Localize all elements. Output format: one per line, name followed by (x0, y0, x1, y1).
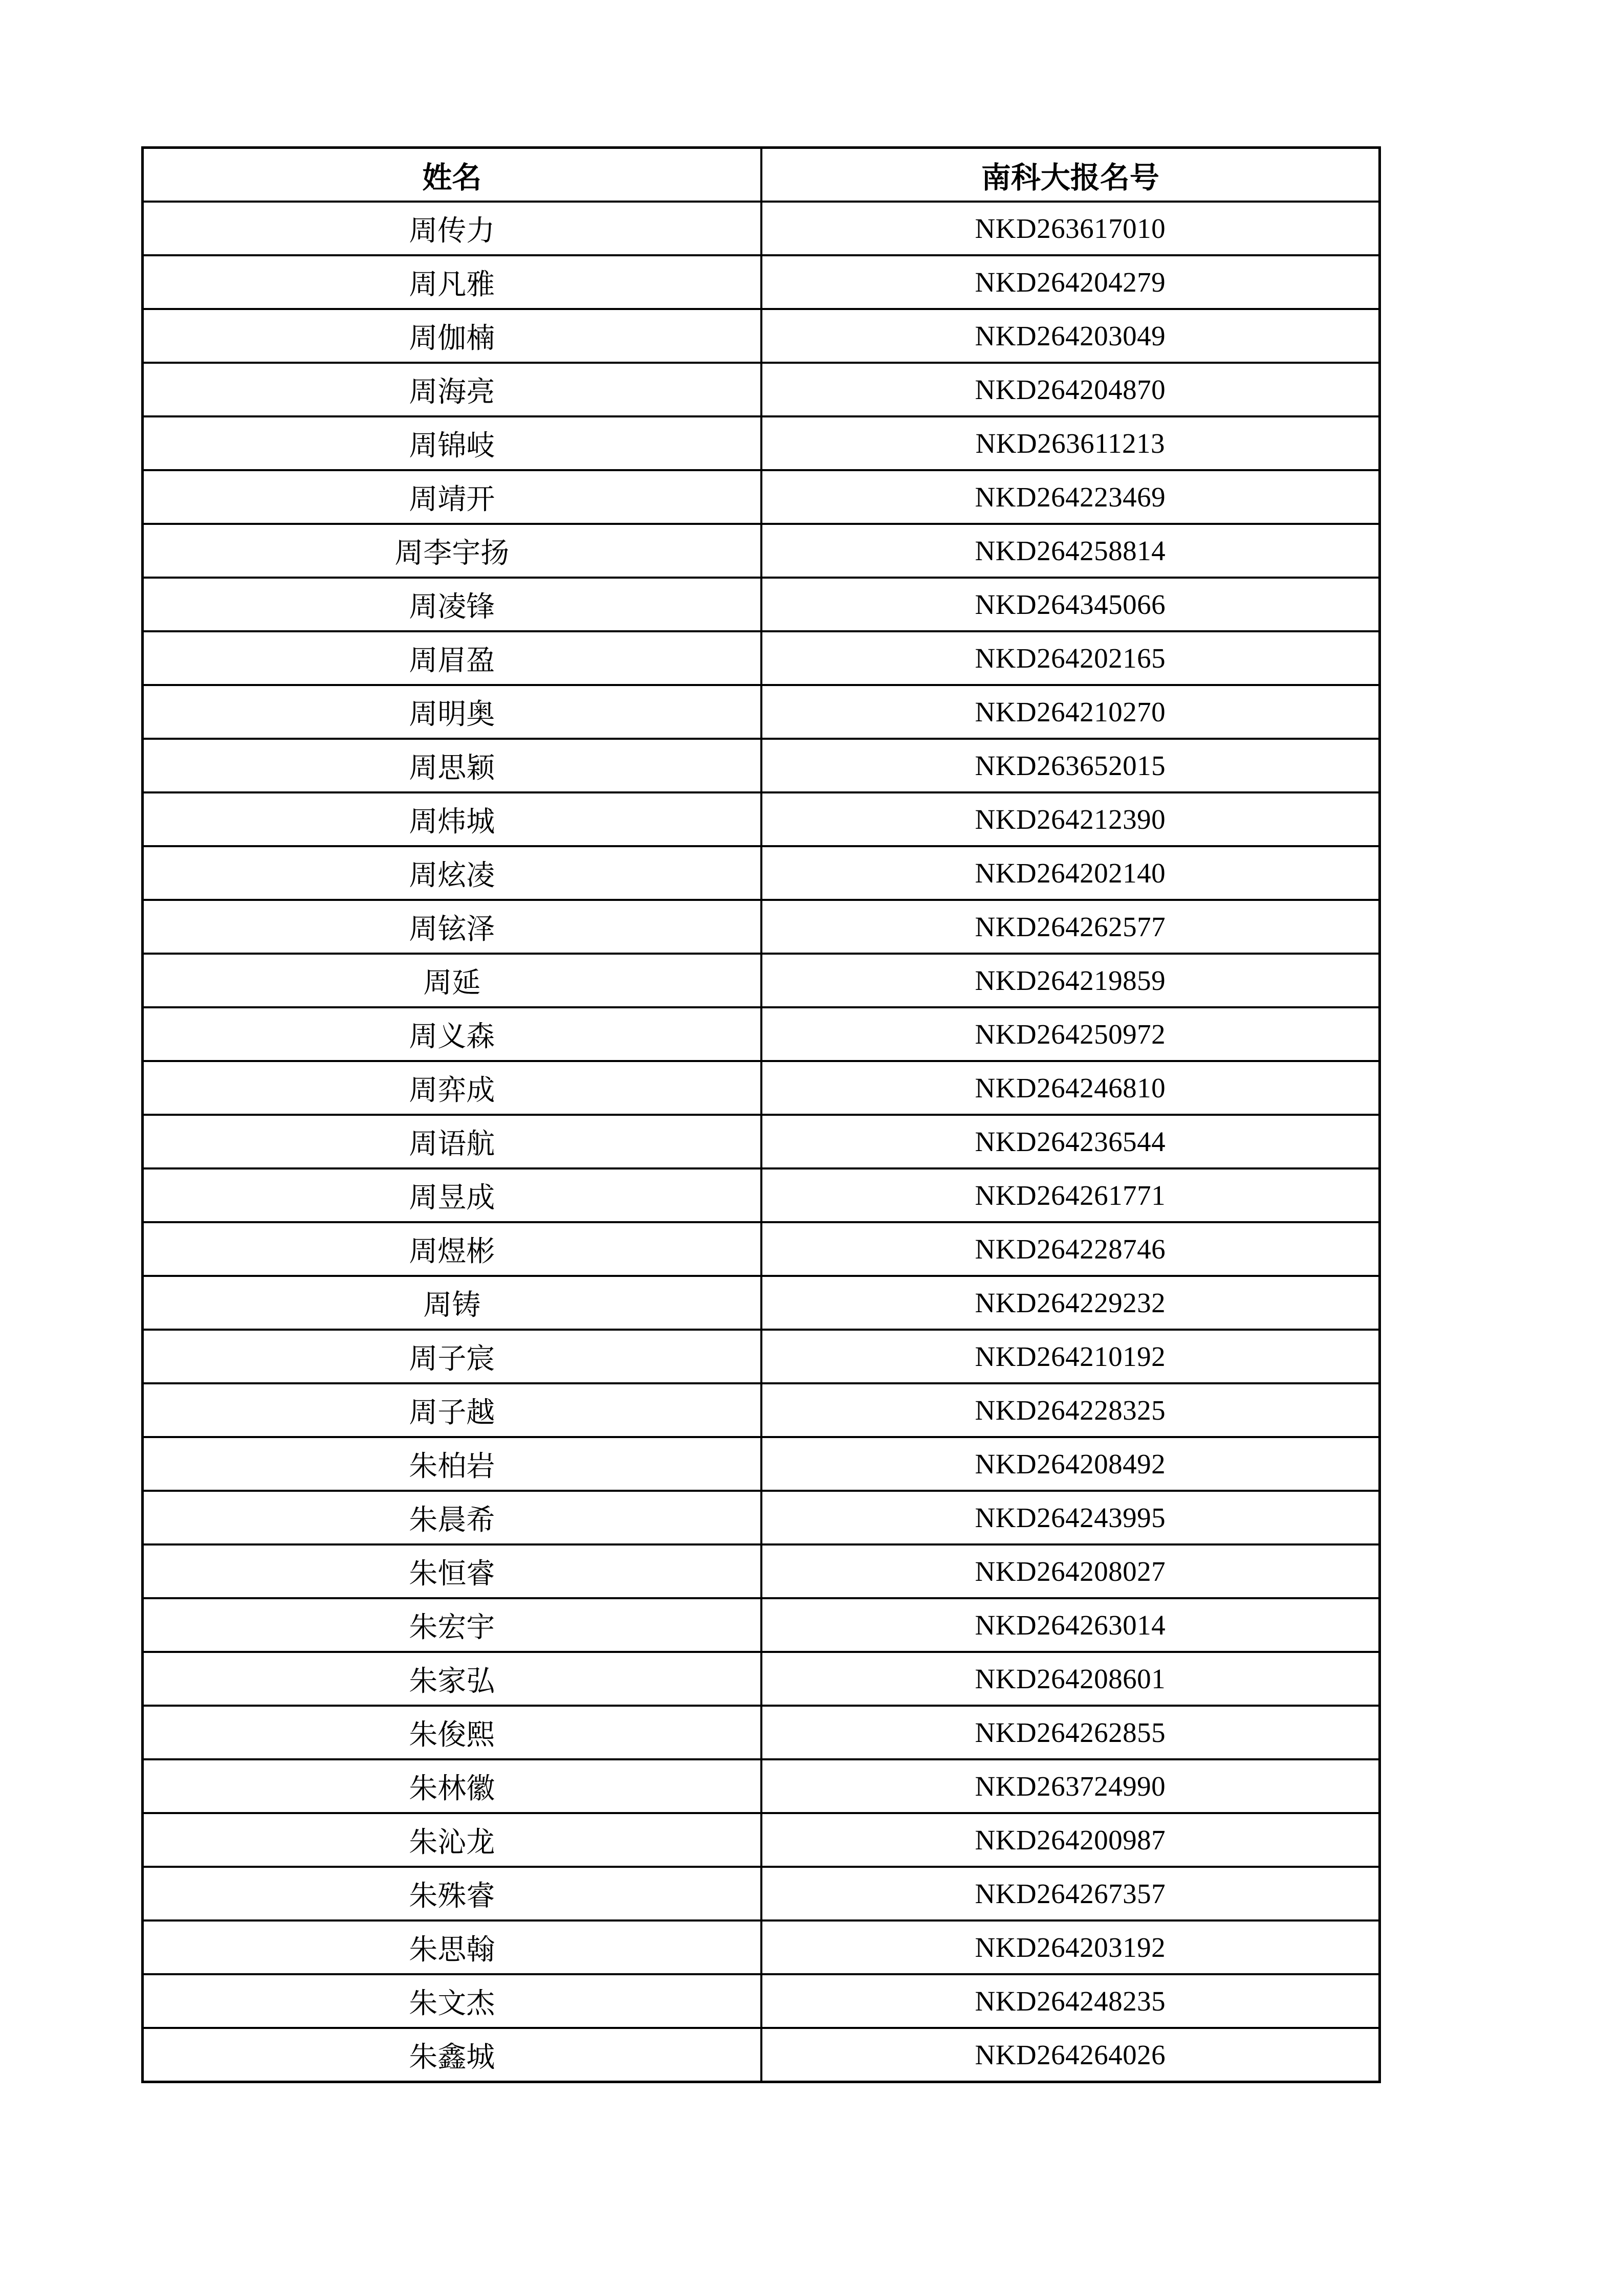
table-row (143, 1383, 1380, 1437)
table-row (143, 1867, 1380, 1920)
table-row (143, 1330, 1380, 1383)
table-body (143, 202, 1380, 2082)
cell-registration-number: NKD264228746 (761, 1222, 1380, 1276)
cell-registration-number: NKD264203192 (761, 1920, 1380, 1974)
table-row (143, 1491, 1380, 1544)
cell-registration-number: NKD264210192 (761, 1330, 1380, 1383)
table-row (143, 363, 1380, 416)
table-row (143, 524, 1380, 578)
table-row (143, 1276, 1380, 1330)
cell-name: 周铸 (143, 1276, 761, 1330)
table-row (143, 1168, 1380, 1222)
cell-name: 周炜城 (143, 792, 761, 846)
cell-name: 朱晨希 (143, 1491, 761, 1544)
table-row (143, 1222, 1380, 1276)
cell-registration-number: NKD264345066 (761, 578, 1380, 631)
cell-name: 周弈成 (143, 1061, 761, 1115)
cell-registration-number: NKD263724990 (761, 1759, 1380, 1813)
table-row (143, 1813, 1380, 1867)
cell-registration-number: NKD264203049 (761, 309, 1380, 363)
table-row (143, 954, 1380, 1007)
cell-name: 周明奥 (143, 685, 761, 739)
cell-name: 朱柏岩 (143, 1437, 761, 1491)
cell-registration-number: NKD264262577 (761, 900, 1380, 954)
cell-name: 周延 (143, 954, 761, 1007)
table-row (143, 255, 1380, 309)
cell-registration-number: NKD264202165 (761, 631, 1380, 685)
cell-name: 朱殊睿 (143, 1867, 761, 1920)
cell-name: 周语航 (143, 1115, 761, 1168)
table-row (143, 1007, 1380, 1061)
table-row (143, 1544, 1380, 1598)
cell-registration-number: NKD264262855 (761, 1706, 1380, 1759)
cell-registration-number: NKD263617010 (761, 202, 1380, 255)
cell-name: 周李宇扬 (143, 524, 761, 578)
table-row (143, 1061, 1380, 1115)
cell-registration-number: NKD264250972 (761, 1007, 1380, 1061)
table-row (143, 470, 1380, 524)
column-header-name: 姓名 (143, 148, 761, 202)
cell-registration-number: NKD264229232 (761, 1276, 1380, 1330)
cell-registration-number: NKD264267357 (761, 1867, 1380, 1920)
cell-registration-number: NKD264246810 (761, 1061, 1380, 1115)
cell-name: 周锦岐 (143, 416, 761, 470)
cell-registration-number: NKD263652015 (761, 739, 1380, 792)
cell-registration-number: NKD264258814 (761, 524, 1380, 578)
table-row (143, 900, 1380, 954)
cell-name: 周凡雅 (143, 255, 761, 309)
cell-registration-number: NKD264202140 (761, 846, 1380, 900)
table-row (143, 578, 1380, 631)
table-row (143, 1598, 1380, 1652)
cell-registration-number: NKD264208492 (761, 1437, 1380, 1491)
cell-registration-number: NKD264208601 (761, 1652, 1380, 1706)
applicant-table (141, 146, 1381, 2083)
cell-registration-number: NKD264210270 (761, 685, 1380, 739)
cell-name: 朱林徽 (143, 1759, 761, 1813)
cell-name: 朱家弘 (143, 1652, 761, 1706)
cell-name: 周凌锋 (143, 578, 761, 631)
cell-registration-number: NKD264236544 (761, 1115, 1380, 1168)
cell-registration-number: NKD264208027 (761, 1544, 1380, 1598)
cell-name: 周义森 (143, 1007, 761, 1061)
table-row (143, 1437, 1380, 1491)
cell-name: 朱恒睿 (143, 1544, 761, 1598)
cell-registration-number: NKD264261771 (761, 1168, 1380, 1222)
table-row (143, 1759, 1380, 1813)
table-row (143, 1706, 1380, 1759)
table-row (143, 1974, 1380, 2028)
table-row (143, 1652, 1380, 1706)
cell-name: 周思颖 (143, 739, 761, 792)
cell-name: 朱沁龙 (143, 1813, 761, 1867)
cell-name: 周昱成 (143, 1168, 761, 1222)
cell-name: 周子越 (143, 1383, 761, 1437)
table-row (143, 309, 1380, 363)
cell-registration-number: NKD263611213 (761, 416, 1380, 470)
cell-registration-number: NKD264200987 (761, 1813, 1380, 1867)
cell-registration-number: NKD264248235 (761, 1974, 1380, 2028)
cell-name: 周伽楠 (143, 309, 761, 363)
cell-registration-number: NKD264212390 (761, 792, 1380, 846)
cell-name: 周海亮 (143, 363, 761, 416)
cell-name: 周传力 (143, 202, 761, 255)
cell-name: 周子宸 (143, 1330, 761, 1383)
cell-registration-number: NKD264223469 (761, 470, 1380, 524)
column-header-registration-number: 南科大报名号 (761, 148, 1380, 202)
cell-registration-number: NKD264228325 (761, 1383, 1380, 1437)
table-row (143, 685, 1380, 739)
cell-name: 朱文杰 (143, 1974, 761, 2028)
cell-name: 周煜彬 (143, 1222, 761, 1276)
cell-registration-number: NKD264264026 (761, 2028, 1380, 2082)
cell-registration-number: NKD264204870 (761, 363, 1380, 416)
table-row (143, 792, 1380, 846)
cell-name: 周铉泽 (143, 900, 761, 954)
cell-registration-number: NKD264263014 (761, 1598, 1380, 1652)
table-row (143, 1920, 1380, 1974)
table-row (143, 416, 1380, 470)
cell-registration-number: NKD264219859 (761, 954, 1380, 1007)
cell-name: 周眉盈 (143, 631, 761, 685)
table-row (143, 846, 1380, 900)
table-row (143, 2028, 1380, 2082)
cell-registration-number: NKD264243995 (761, 1491, 1380, 1544)
cell-name: 朱俊熙 (143, 1706, 761, 1759)
cell-name: 朱宏宇 (143, 1598, 761, 1652)
cell-name: 周靖开 (143, 470, 761, 524)
table-row (143, 202, 1380, 255)
cell-name: 周炫凌 (143, 846, 761, 900)
table-row (143, 1115, 1380, 1168)
cell-name: 朱鑫城 (143, 2028, 761, 2082)
table-header-row (143, 148, 1380, 202)
cell-registration-number: NKD264204279 (761, 255, 1380, 309)
cell-name: 朱思翰 (143, 1920, 761, 1974)
table-row (143, 739, 1380, 792)
table-row (143, 631, 1380, 685)
